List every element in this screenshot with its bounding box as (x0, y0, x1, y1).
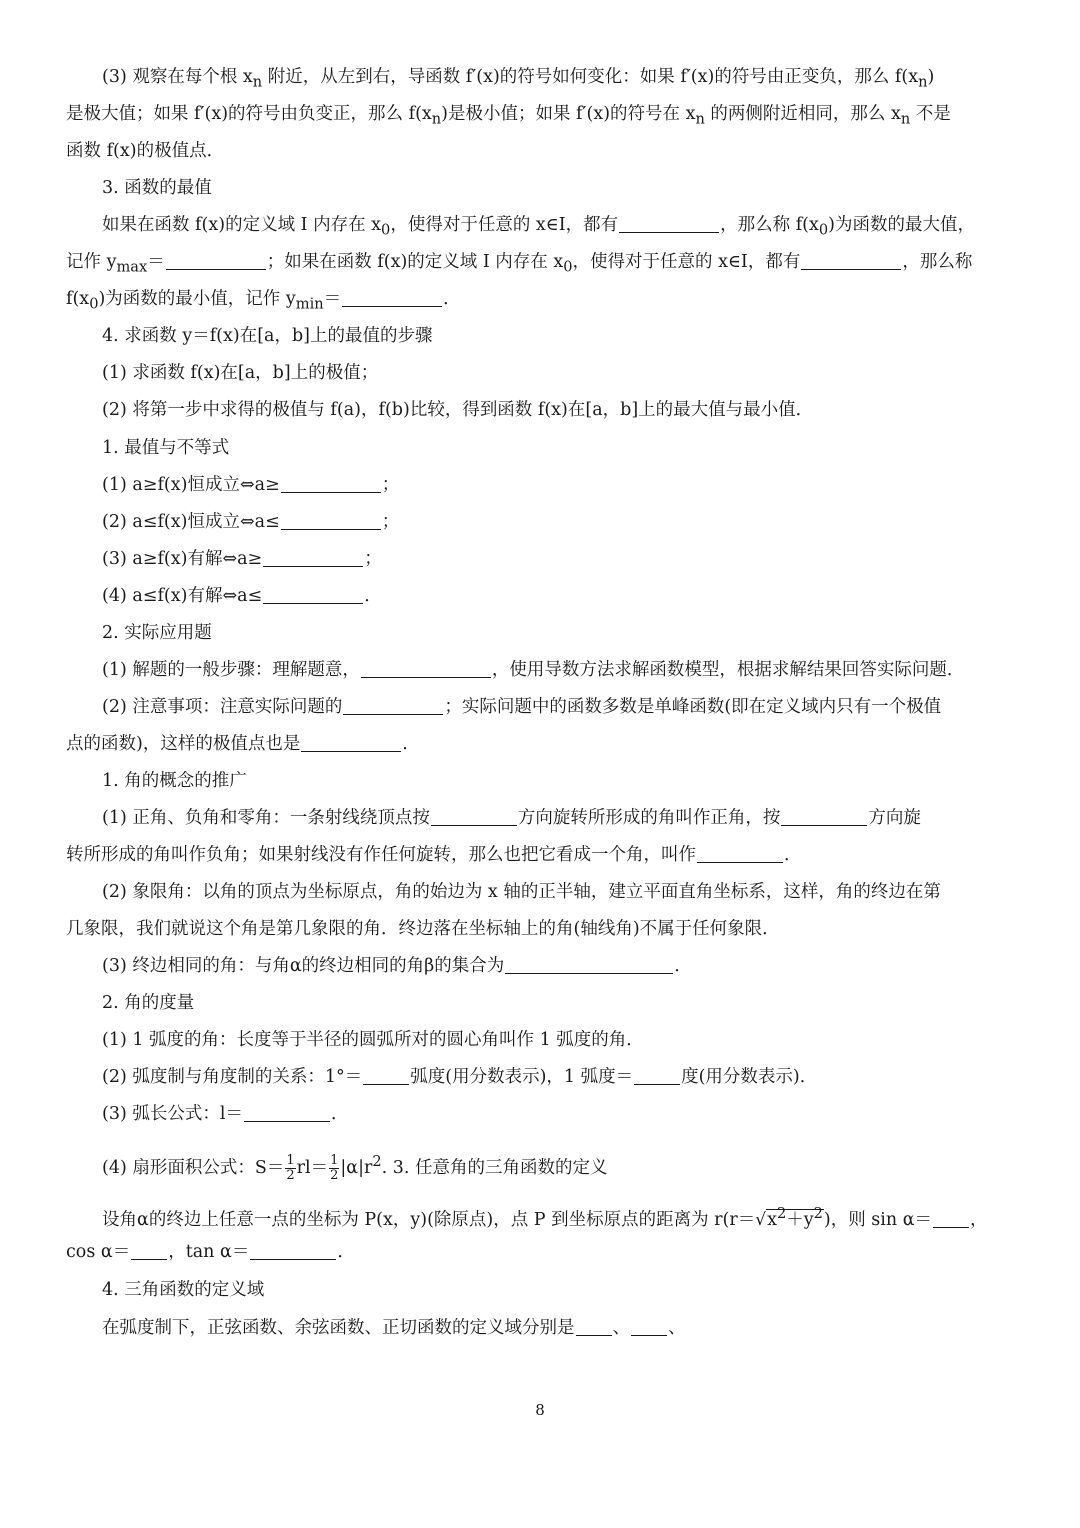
superscript: 2 (372, 1153, 382, 1170)
subscript: n (695, 110, 705, 128)
text: 设角α的终边上任意一点的坐标为 P(x，y)(除原点)，点 P 到坐标原点的距离为 r(r＝ (102, 1209, 756, 1230)
subscript: n (900, 110, 911, 128)
text: cos α＝ (66, 1242, 131, 1262)
denominator: 2 (330, 1167, 339, 1183)
text-line (102, 948, 1016, 984)
text: 不是 (910, 104, 951, 124)
text: ；如果在函数 f(x)的定义域 I 内存在 x (266, 252, 564, 272)
text: 记作 y (66, 252, 117, 272)
answer-blank[interactable] (301, 729, 401, 752)
text: ． (330, 1104, 349, 1124)
text-line (102, 689, 1016, 725)
text-line: (2) 将第一步中求得的极值与 f(a)，f(b)比较，得到函数 f(x)在[a，b]上的最大值与最小值． (102, 400, 814, 420)
section-heading: 2. 角的度量 (102, 993, 195, 1013)
answer-blank[interactable] (363, 1062, 409, 1085)
subscript: n (431, 110, 442, 128)
radicand (766, 1205, 824, 1230)
text: 附近，从左到右，导函数 f′(x)的符号如何变化：如果 f′(x)的符号由正变负，那么 f(x (262, 67, 919, 87)
text: (4) a≤f(x)有解⇔a≤ (102, 586, 263, 606)
superscript: 2 (813, 1205, 823, 1222)
subscript: n (918, 73, 928, 91)
text-line (102, 800, 1016, 836)
answer-blank[interactable] (505, 951, 673, 974)
text: x (767, 1209, 777, 1230)
fraction-one-half (285, 1154, 295, 1183)
answer-blank[interactable] (619, 210, 719, 233)
answer-blank[interactable] (131, 1237, 167, 1260)
text-line (102, 504, 1016, 540)
text: )为函数的最小值，记作 y (98, 289, 296, 309)
text-line (102, 1059, 1016, 1095)
text-line: (1) 1 弧度的角：长度等于半径的圆弧所对的圆心角叫作 1 弧度的角． (102, 1030, 644, 1050)
text: ． (402, 734, 420, 754)
text: 转所形成的角叫作负角；如果射线没有作任何旋转，那么也把它看成一个角，叫作 (66, 845, 696, 865)
subscript: min (295, 295, 324, 313)
text: (3) 终边相同的角：与角α的终边相同的角β的集合为 (102, 956, 505, 976)
text-line (66, 837, 1016, 873)
answer-blank[interactable] (343, 692, 443, 715)
section-heading: 1. 最值与不等式 (102, 438, 230, 458)
answer-blank[interactable] (250, 1237, 336, 1260)
text: (3) 弧长公式：l＝ (102, 1104, 243, 1124)
text-line (102, 541, 1016, 577)
text: (1) a≥f(x)恒成立⇔a≥ (102, 475, 280, 495)
section-heading: 3. 函数的最值 (102, 178, 212, 198)
text-line (66, 96, 1016, 132)
text: ； (381, 512, 400, 532)
text-line (102, 467, 1016, 503)
section-heading: 1. 角的概念的推广 (102, 771, 247, 791)
text-line (66, 244, 1016, 280)
text: ，那么称 (902, 252, 973, 272)
fraction-one-half (329, 1154, 339, 1183)
answer-blank[interactable] (634, 1062, 680, 1085)
text: (1) 正角、负角和零角：一条射线绕顶点按 (102, 808, 430, 828)
answer-blank[interactable] (244, 1099, 330, 1122)
text: ． (784, 845, 802, 865)
text: )，则 sin α＝ (823, 1209, 933, 1230)
answer-blank[interactable] (361, 655, 491, 678)
answer-blank[interactable] (576, 1313, 612, 1336)
answer-blank[interactable] (263, 544, 363, 567)
text: ，那么称 f(x (720, 215, 819, 235)
text: |α|r (340, 1157, 373, 1178)
text: ＝ (147, 252, 165, 272)
text: ，使得对于任意的 x∈I，都有 (572, 252, 801, 272)
text-line (102, 59, 1016, 95)
text: ； (364, 549, 382, 569)
text: f(x (66, 289, 90, 309)
answer-blank[interactable] (697, 840, 783, 863)
text: 、 (612, 1318, 630, 1338)
text-line (102, 1096, 1016, 1132)
text: ． (364, 586, 382, 606)
text: 度(用分数表示)． (681, 1067, 818, 1087)
text: 方向旋 (868, 808, 921, 828)
text: ． (337, 1242, 355, 1262)
numerator: 1 (330, 1152, 339, 1168)
sqrt-symbol: √ (755, 1209, 767, 1230)
text: (3) a≥f(x)有解⇔a≥ (102, 549, 263, 569)
text-line (102, 1196, 1016, 1232)
text: ，使用导数方法求解函数模型，根据求解结果回答实际问题． (491, 660, 965, 680)
text: ＝ (323, 289, 342, 309)
subscript: 0 (89, 295, 99, 313)
answer-blank[interactable] (431, 803, 517, 826)
text-line (102, 652, 1016, 688)
text-line (66, 726, 1016, 762)
text: 是极大值；如果 f′(x)的符号由负变正，那么 f(x (66, 104, 432, 124)
text-line: 函数 f(x)的极值点． (66, 141, 225, 161)
answer-blank[interactable] (263, 581, 363, 604)
answer-blank[interactable] (281, 470, 381, 493)
text: )为函数的最大值， (828, 215, 975, 235)
text-line (66, 1234, 1016, 1270)
answer-blank[interactable] (933, 1205, 969, 1228)
text-line: (1) 求函数 f(x)在[a，b]上的极值； (102, 363, 379, 383)
text: ； (381, 475, 400, 495)
answer-blank[interactable] (801, 247, 901, 270)
text: (2) a≤f(x)恒成立⇔a≤ (102, 512, 280, 532)
text: (4) 扇形面积公式：S＝ (102, 1157, 285, 1178)
superscript: 2 (776, 1205, 787, 1222)
text: (2) 注意事项：注意实际问题的 (102, 697, 343, 717)
text-line: 几象限，我们就说这个角是第几象限的角．终边落在坐标轴上的角(轴线角)不属于任何象限． (66, 919, 780, 939)
text: rl＝ (296, 1157, 329, 1178)
text: 方向旋转所形成的角叫作正角，按 (517, 808, 781, 828)
text: ， (970, 1209, 988, 1230)
subscript: max (116, 258, 148, 276)
text: 弧度(用分数表示)，1 弧度＝ (410, 1067, 634, 1087)
text-line (102, 1310, 1016, 1346)
answer-blank[interactable] (781, 803, 867, 826)
section-heading: 4. 求函数 y＝f(x)在[a，b]上的最值的步骤 (102, 326, 433, 346)
text: ． (674, 956, 692, 976)
text: ；实际问题中的函数多数是单峰函数(即在定义域内只有一个极值 (444, 697, 942, 717)
text-line (102, 207, 1016, 243)
text-line (66, 281, 1016, 317)
subscript: n (252, 73, 263, 91)
text: )是极小值；如果 f′(x)的符号在 x (441, 104, 696, 124)
section-heading: 2. 实际应用题 (102, 623, 212, 643)
subscript: 0 (818, 221, 829, 239)
subscript: 0 (381, 221, 391, 239)
answer-blank[interactable] (631, 1313, 667, 1336)
text: 如果在函数 f(x)的定义域 I 内存在 x (102, 215, 382, 235)
text: (3) 观察在每个根 x (102, 67, 253, 87)
text: 点的函数)，这样的极值点也是 (66, 734, 301, 754)
text: 、 (668, 1318, 686, 1338)
text: 的两侧附近相同，那么 x (704, 104, 901, 124)
text: ． (443, 289, 461, 309)
text-line (102, 578, 1016, 614)
text: . 3. 任意角的三角函数的定义 (381, 1157, 608, 1178)
text: ) (927, 67, 935, 87)
text: (1) 解题的一般步骤：理解题意， (102, 660, 360, 680)
section-heading: 4. 三角函数的定义域 (102, 1280, 265, 1300)
answer-blank[interactable] (342, 284, 442, 307)
text: ，使得对于任意的 x∈I，都有 (390, 215, 619, 235)
page-number: 8 (535, 1401, 545, 1419)
answer-blank[interactable] (166, 247, 266, 270)
denominator: 2 (286, 1167, 295, 1183)
numerator: 1 (286, 1152, 295, 1168)
text: ＋y (786, 1209, 814, 1230)
text: (2) 弧度制与角度制的关系：1°＝ (102, 1067, 363, 1087)
text: 在弧度制下，正弦函数、余弦函数、正切函数的定义域分别是 (102, 1318, 575, 1338)
subscript: 0 (563, 258, 573, 276)
text: ，tan α＝ (168, 1242, 250, 1262)
text-line: (2) 象限角：以角的顶点为坐标原点，角的始边为 x 轴的正半轴，建立平面直角坐标系，这样，角的终边在第 (102, 882, 941, 902)
text-line (102, 1138, 1016, 1186)
answer-blank[interactable] (281, 507, 381, 530)
